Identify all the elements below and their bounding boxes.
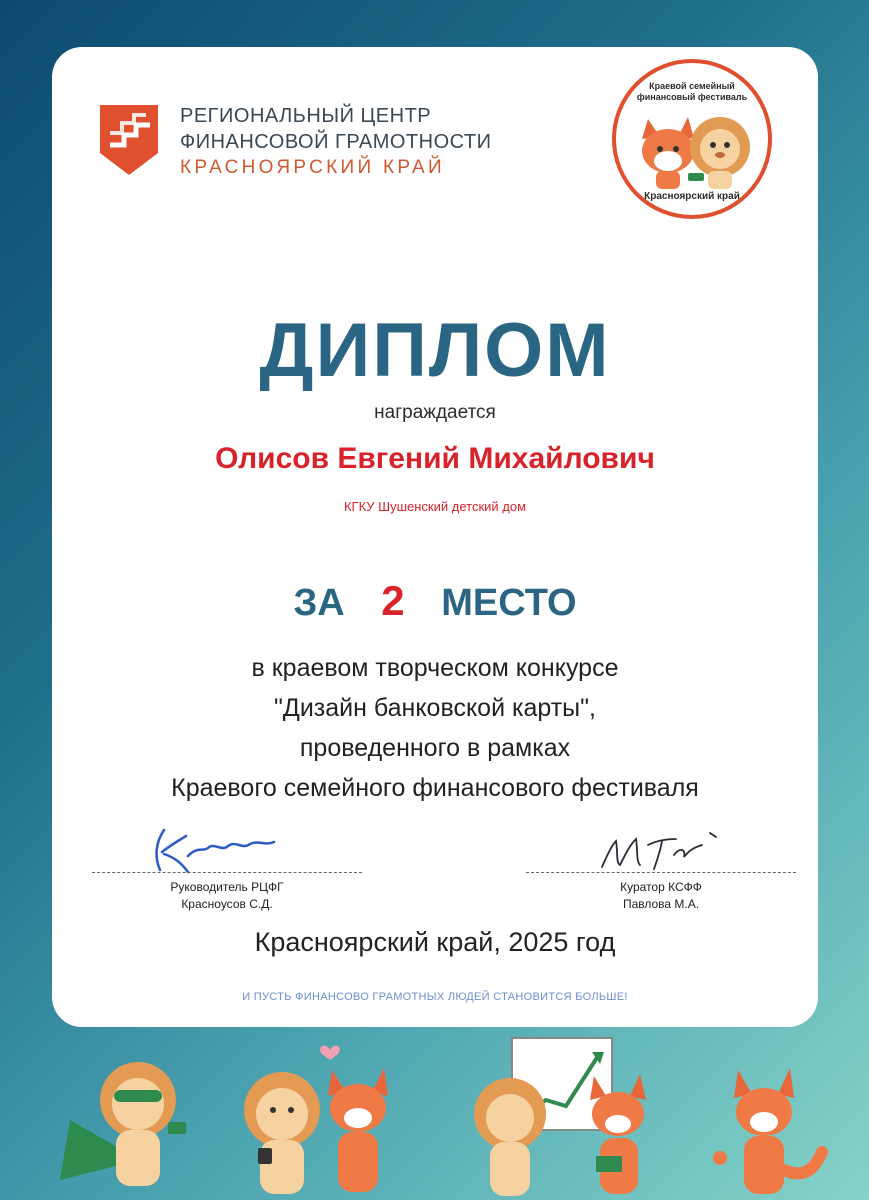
slogan: И ПУСТЬ ФИНАНСОВО ГРАМОТНЫХ ЛЮДЕЙ СТАНОВИТСЯ БОЛЬШЕ! <box>242 991 628 1003</box>
badge-top-text: Краевой семейный финансовый фестиваль <box>636 81 748 102</box>
description-line: проведенного в рамках <box>299 734 571 762</box>
diploma-card <box>52 47 818 1027</box>
place-suffix: МЕСТО <box>441 582 577 624</box>
signature-line <box>92 872 362 873</box>
fox-lion-mascot-icon <box>638 109 754 191</box>
recipient-organization: КГКУ Шушенский детский дом <box>343 499 527 514</box>
signature-2-image <box>592 825 732 875</box>
signer-2-role: Куратор КСФФ <box>620 880 702 894</box>
org-name-line1: РЕГИОНАЛЬНЫЙ ЦЕНТР <box>180 105 432 127</box>
contest-description <box>52 648 818 808</box>
festival-badge <box>612 59 772 219</box>
org-name-line2: ФИНАНСОВОЙ ГРАМОТНОСТИ <box>180 131 492 153</box>
description-line: в краевом творческом конкурсе <box>251 654 619 682</box>
diploma-title: ДИПЛОМ <box>259 308 611 393</box>
signature-1-image <box>142 822 282 877</box>
recipient-name: Олисов Евгений Михайлович <box>215 442 655 475</box>
rcfg-logo-icon <box>100 105 158 175</box>
mascots-illustration-icon <box>0 1030 869 1200</box>
org-region: КРАСНОЯРСКИЙ КРАЙ <box>180 157 445 178</box>
place-prefix: ЗА <box>293 582 345 624</box>
place-row <box>52 577 818 625</box>
signer-2-name: Павлова М.А. <box>622 897 700 911</box>
place-number: 2 <box>381 577 405 624</box>
awarded-label: награждается <box>374 402 496 423</box>
description-line: Краевого семейного финансового фестиваля <box>171 774 699 802</box>
badge-bottom-text: Красноярский край <box>644 191 740 202</box>
signer-1-name: Красноусов С.Д. <box>181 897 273 911</box>
signature-line <box>526 872 796 873</box>
description-line: "Дизайн банковской карты", <box>274 694 596 722</box>
signer-1-role: Руководитель РЦФГ <box>170 880 284 894</box>
place-and-year: Красноярский край, 2025 год <box>254 927 616 957</box>
